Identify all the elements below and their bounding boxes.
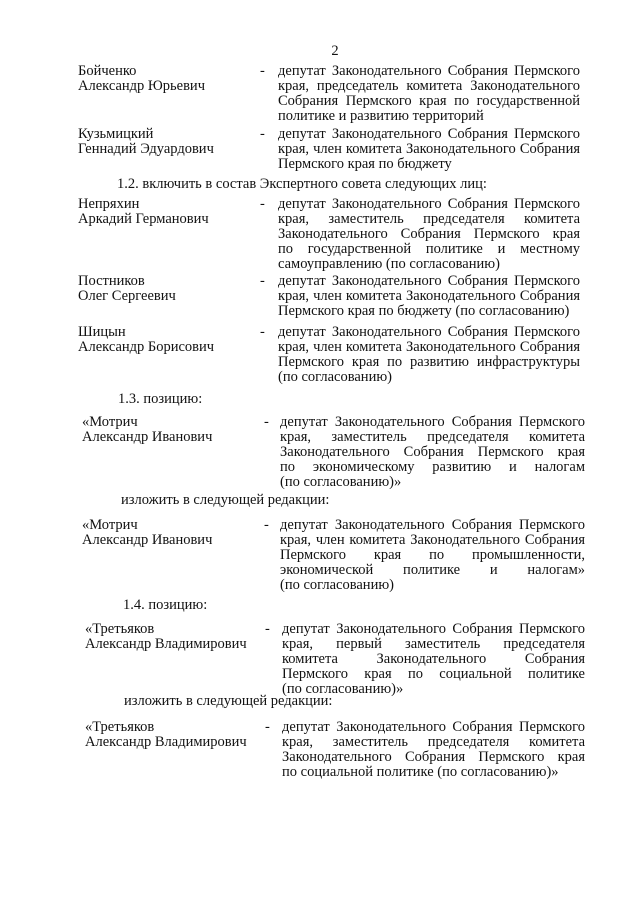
desc-line: депутат Законодательного Собрания Пермского: [278, 324, 580, 340]
desc-line: края, член комитета Законодательного Собрания: [280, 532, 585, 548]
desc-line: Пермского края по социальной политике: [282, 666, 585, 682]
given-names: Александр Борисович: [78, 339, 215, 355]
desc-line: экономической политике и налогам»: [280, 562, 585, 578]
given-names: Олег Сергеевич: [78, 288, 176, 304]
position-description: [278, 127, 580, 172]
section-1-2-intro: 1.2. включить в состав Экспертного совета следующих лиц:: [117, 176, 487, 192]
surname: «Третьяков: [85, 719, 155, 735]
person-name: [78, 197, 258, 227]
desc-line: депутат Законодательного Собрания Пермского: [278, 126, 580, 142]
given-names: Геннадий Эдуардович: [78, 141, 214, 157]
desc-line: (по согласованию)»: [280, 474, 402, 490]
position-description: [278, 325, 580, 385]
given-names: Александр Владимирович: [85, 636, 247, 652]
dash: -: [264, 517, 269, 533]
desc-line: края, член комитета Законодательного Собрания: [278, 141, 580, 157]
position-description: [278, 274, 580, 319]
section-1-4-intro: 1.4. позицию:: [123, 597, 208, 613]
given-names: Александр Юрьевич: [78, 78, 205, 94]
dash: -: [260, 273, 265, 289]
desc-line: (по согласованию)»: [282, 681, 404, 697]
desc-line: Законодательного Собрания Пермского края: [278, 226, 580, 242]
person-name: [82, 415, 262, 445]
position-description: [278, 197, 580, 272]
desc-line: края, член комитета Законодательного Собрания: [278, 288, 580, 304]
section-1-3-replace: изложить в следующей редакции:: [121, 492, 330, 508]
desc-line: (по согласованию): [278, 369, 392, 385]
desc-line: Законодательного Собрания Пермского края: [282, 749, 585, 765]
dash: -: [260, 126, 265, 142]
desc-line: политике и развитию территорий: [278, 108, 484, 124]
dash: -: [265, 719, 270, 735]
position-description: [282, 720, 585, 780]
desc-line: Пермского края по бюджету (по согласованию): [278, 303, 570, 319]
person-name: [85, 720, 265, 750]
desc-line: депутат Законодательного Собрания Пермского: [282, 719, 585, 735]
desc-line: Законодательного Собрания Пермского края: [280, 444, 585, 460]
desc-line: депутат Законодательного Собрания Пермского: [278, 196, 580, 212]
surname: Бойченко: [78, 63, 137, 79]
desc-line: Пермского края по промышленности,: [280, 547, 585, 563]
desc-line: (по согласованию): [280, 577, 394, 593]
person-name: [78, 325, 258, 355]
person-name: [78, 64, 258, 94]
dash: -: [264, 414, 269, 430]
desc-line: Собрания Пермского края по государственной: [278, 93, 580, 109]
position-description: [282, 622, 585, 697]
desc-line: края, член комитета Законодательного Собрания: [278, 339, 580, 355]
desc-line: депутат Законодательного Собрания Пермского: [282, 621, 585, 637]
desc-line: депутат Законодательного Собрания Пермского: [278, 63, 580, 79]
section-1-4-replace: изложить в следующей редакции:: [124, 693, 333, 709]
person-name: [78, 274, 258, 304]
desc-line: Пермского края по бюджету: [278, 156, 452, 172]
desc-line: края, заместитель председателя комитета: [282, 734, 585, 750]
desc-line: по государственной политике и местному: [278, 241, 580, 257]
desc-line: по социальной политике (по согласованию)»: [282, 764, 559, 780]
person-name: [82, 518, 262, 548]
position-description: [278, 64, 580, 124]
dash: -: [260, 196, 265, 212]
surname: Непряхин: [78, 196, 140, 212]
dash: -: [260, 324, 265, 340]
position-description: [280, 518, 585, 593]
dash: -: [260, 63, 265, 79]
desc-line: депутат Законодательного Собрания Пермского: [280, 517, 585, 533]
desc-line: края, председатель комитета Законодательного: [278, 78, 580, 94]
section-1-3-intro: 1.3. позицию:: [118, 391, 203, 407]
surname: Кузьмицкий: [78, 126, 154, 142]
given-names: Александр Иванович: [82, 429, 213, 445]
desc-line: края, первый заместитель председателя: [282, 636, 585, 652]
page-number: 2: [331, 43, 339, 59]
desc-line: края, заместитель председателя комитета: [280, 429, 585, 445]
surname: «Третьяков: [85, 621, 155, 637]
desc-line: самоуправлению (по согласованию): [278, 256, 500, 272]
desc-line: Пермского края по развитию инфраструктуры: [278, 354, 580, 370]
desc-line: депутат Законодательного Собрания Пермского: [278, 273, 580, 289]
desc-line: края, заместитель председателя комитета: [278, 211, 580, 227]
desc-line: депутат Законодательного Собрания Пермского: [280, 414, 585, 430]
surname: Постников: [78, 273, 145, 289]
given-names: Александр Иванович: [82, 532, 213, 548]
dash: -: [265, 621, 270, 637]
surname: «Мотрич: [82, 414, 138, 430]
desc-line: комитета Законодательного Собрания: [282, 651, 585, 667]
surname: «Мотрич: [82, 517, 138, 533]
position-description: [280, 415, 585, 490]
given-names: Аркадий Германович: [78, 211, 209, 227]
desc-line: по экономическому развитию и налогам: [280, 459, 585, 475]
surname: Шицын: [78, 324, 126, 340]
given-names: Александр Владимирович: [85, 734, 247, 750]
person-name: [78, 127, 258, 157]
person-name: [85, 622, 265, 652]
